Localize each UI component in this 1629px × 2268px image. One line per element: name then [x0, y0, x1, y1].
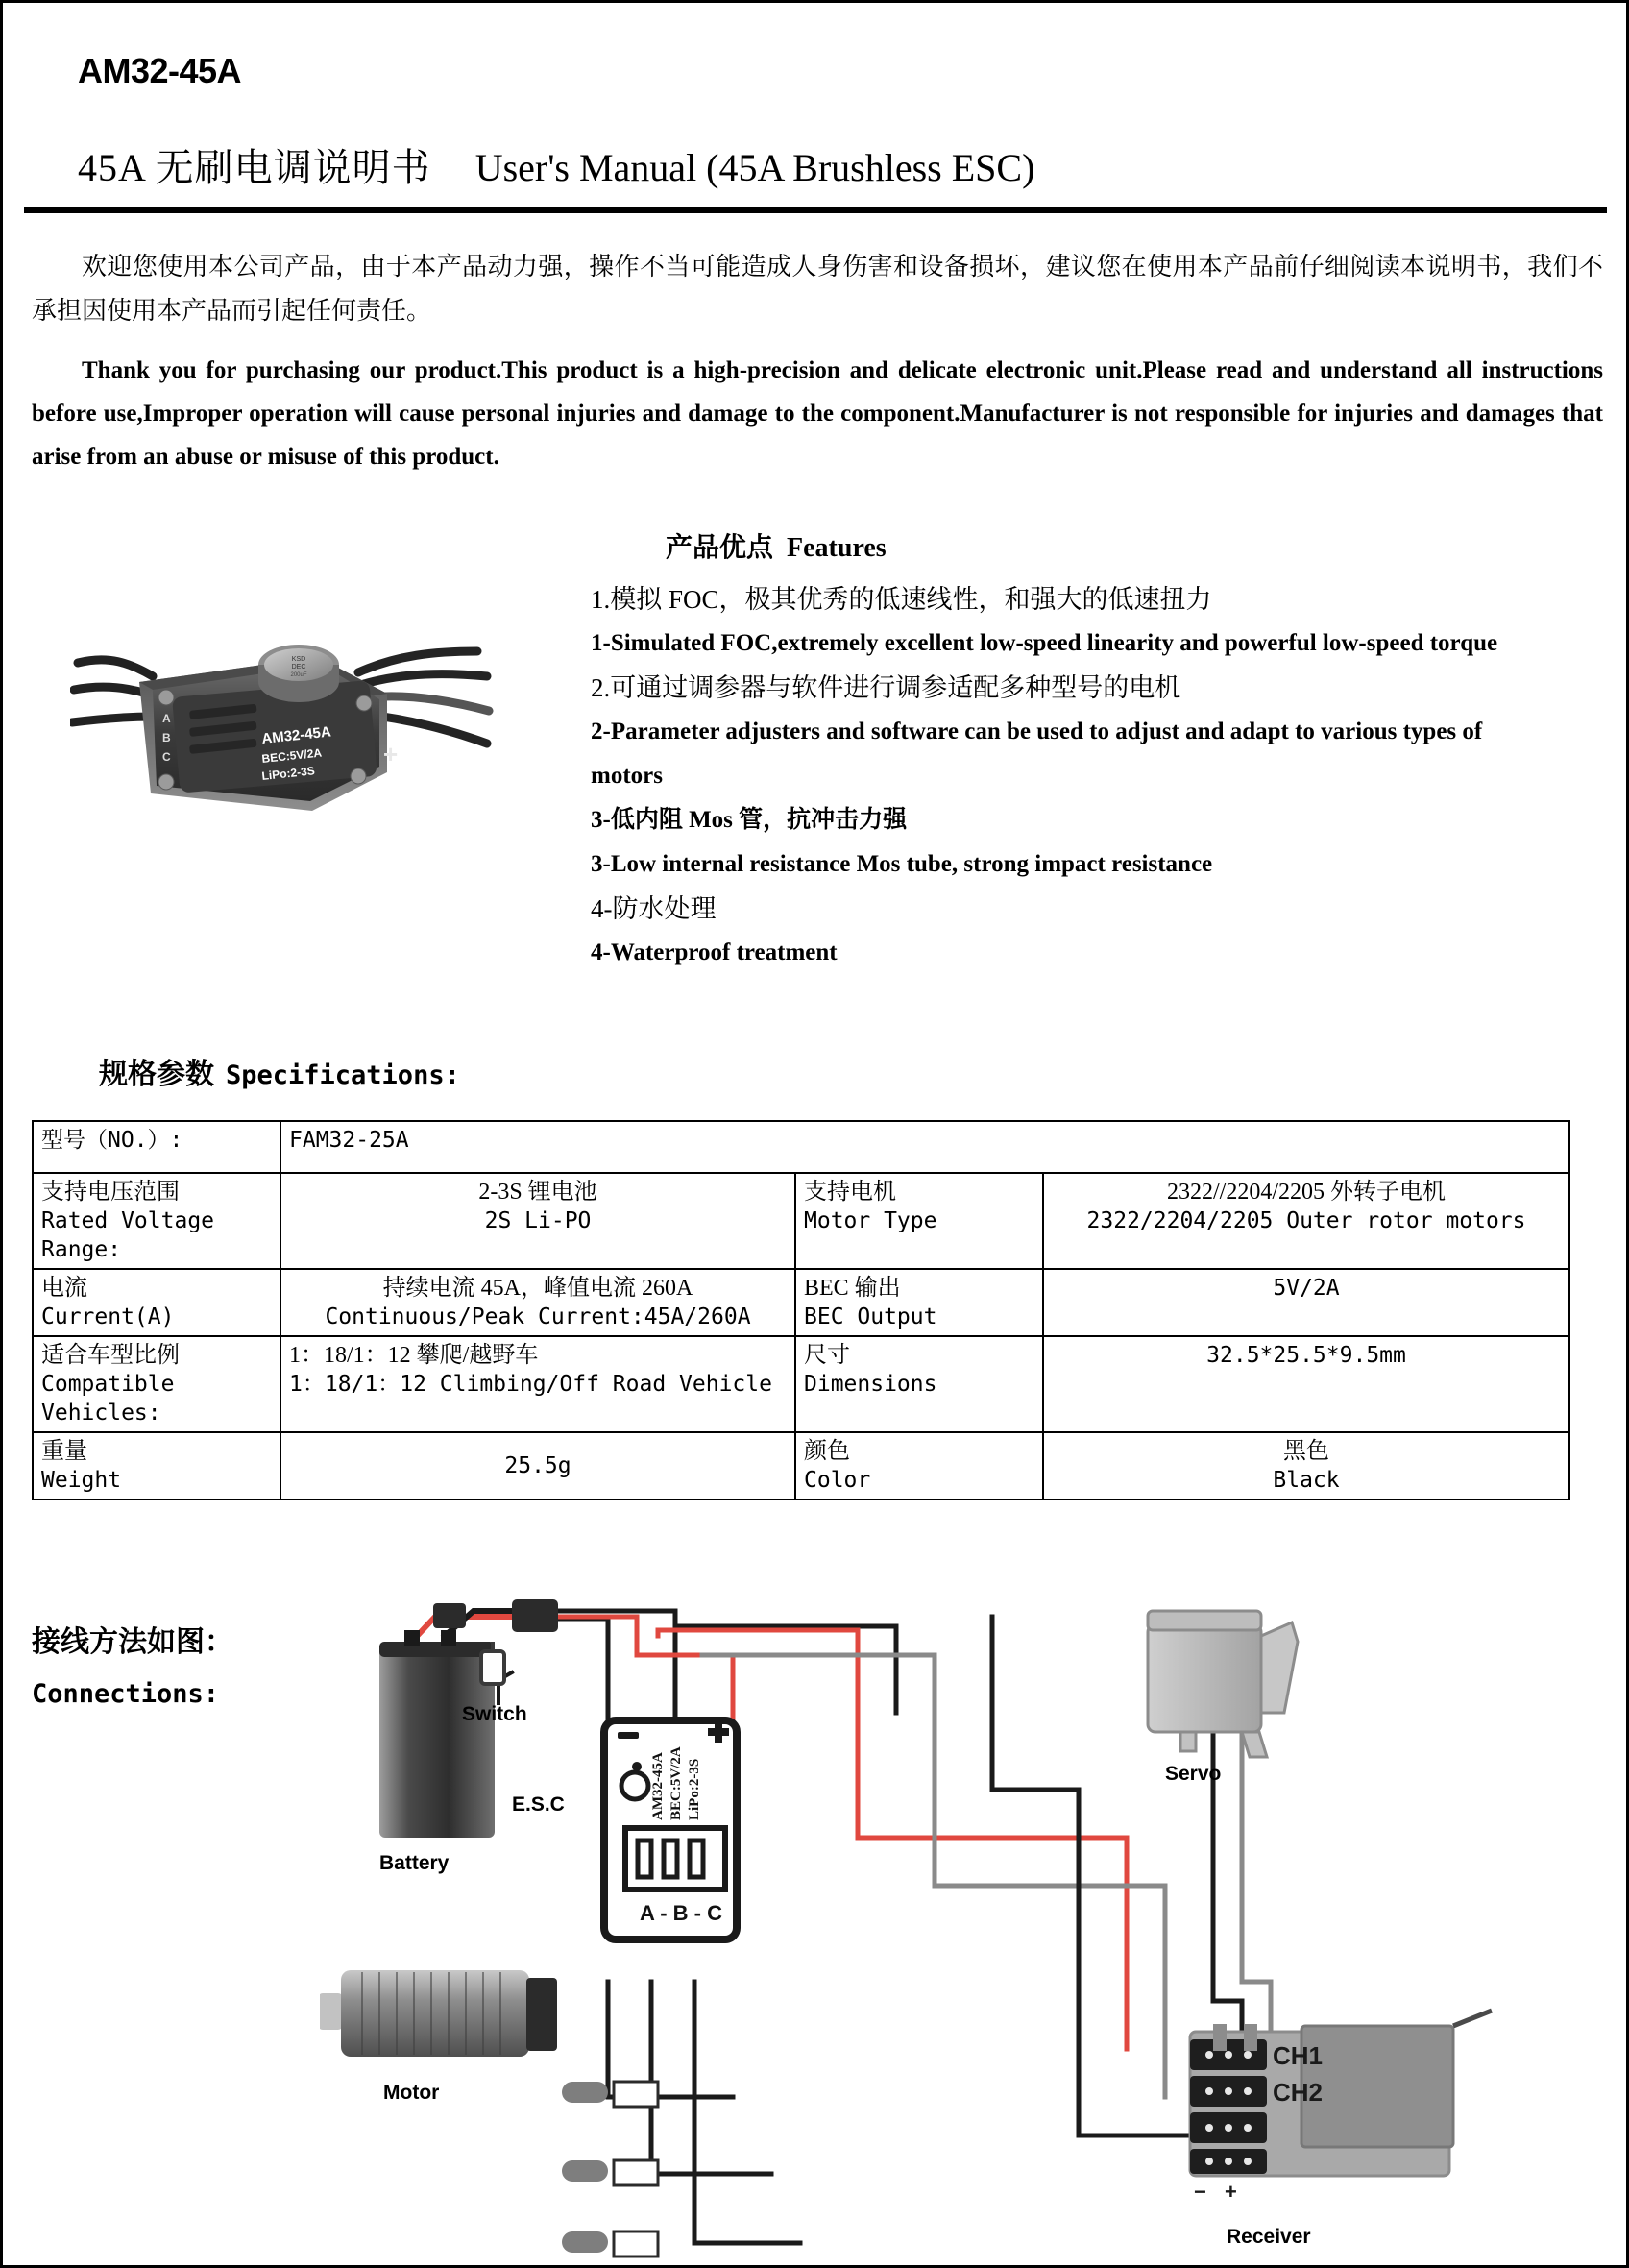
feature-item-4-cn: 4-防水处理: [591, 894, 717, 923]
servo: [1148, 1611, 1298, 1757]
intro-paragraph-en: Thank you for purchasing our product.This product is a high-precision and delicate electronic unit.Please read and understand all instructions before use,Improper operation will cause personal injuries and damage to the component.Manufacturer is not responsible for injuries and damages that arise from an abuse or misuse of this product.: [32, 357, 1603, 470]
spec-label-weight-en: Weight: [41, 1468, 122, 1493]
svg-text:KSD: KSD: [291, 656, 306, 663]
esc-phase-label: A - B - C: [640, 1901, 722, 1925]
spec-label-weight: [33, 1432, 280, 1500]
page-title-en: User's Manual (45A Brushless ESC): [474, 146, 1035, 189]
svg-text:DEC: DEC: [291, 664, 306, 671]
feature-item-1-en: 1-Simulated FOC,extremely excellent low-speed linearity and powerful low-speed torque: [591, 630, 1498, 656]
spec-label-vehicles: [33, 1336, 280, 1432]
spec-label-voltage-cn: 支持电压范围: [41, 1180, 180, 1205]
spec-value-vehicles: [280, 1336, 795, 1432]
esc-led: [632, 1762, 642, 1771]
spec-label-weight-cn: 重量: [41, 1439, 87, 1464]
svg-text:+: +: [383, 740, 399, 768]
table-row: [33, 1336, 1569, 1432]
spec-value-dimensions: [1043, 1336, 1569, 1432]
feature-item-1-cn: 1.模拟 FOC，极其优秀的低速线性，和强大的低速扭力: [591, 585, 1212, 614]
spec-value-color-cn: 黑色: [1283, 1439, 1330, 1464]
header-divider: [24, 207, 1607, 213]
spec-label-bec-cn: BEC 输出: [804, 1276, 901, 1301]
svg-text:C: C: [162, 750, 171, 764]
spec-label-motor-type-cn: 支持电机: [804, 1180, 896, 1205]
spec-label-dimensions: [795, 1336, 1043, 1432]
esc-phase-letters: [162, 712, 171, 764]
receiver-label: Receiver: [1227, 2226, 1311, 2248]
feature-item-2-en: 2-Parameter adjusters and software can be used to adjust and adapt to various types of motors: [591, 719, 1483, 789]
spec-label-vehicles-en: Compatible Vehicles:: [41, 1372, 175, 1426]
receiver: [1190, 2011, 1492, 2204]
spec-value-voltage-cn: 2-3S 锂电池: [478, 1180, 597, 1205]
svg-text:LiPo:2-3S: LiPo:2-3S: [687, 1758, 702, 1820]
diagram-wires: [406, 1611, 1271, 2243]
page-title: [78, 137, 1034, 192]
feature-item-2-cn: 2.可通过调参器与软件进行调参适配多种型号的电机: [591, 673, 1181, 702]
features-heading-cn: 产品优点: [666, 533, 774, 563]
motor-bullet-connectors: [562, 2082, 658, 2256]
specifications-table: [32, 1120, 1570, 1500]
spec-label-vehicles-cn: 适合车型比例: [41, 1343, 180, 1368]
spec-label-dimensions-en: Dimensions: [804, 1372, 937, 1397]
spec-label-model: 型号（NO.）:: [33, 1121, 280, 1173]
spec-value-weight: [280, 1432, 795, 1500]
spec-value-current-cn: 持续电流 45A，峰值电流 260A: [382, 1276, 693, 1301]
spec-label-bec-en: BEC Output: [804, 1305, 937, 1329]
spec-label-dimensions-cn: 尺寸: [804, 1343, 850, 1368]
spec-value-motor-type-cn: 2322//2204/2205 外转子电机: [1167, 1180, 1447, 1205]
spec-label-motor-type: [795, 1173, 1043, 1269]
esc-label: E.S.C: [512, 1793, 565, 1816]
svg-text:CH2: CH2: [1273, 2078, 1324, 2107]
table-row: [33, 1269, 1569, 1336]
spec-value-vehicles-en: 1：18/1：12 Climbing/Off Road Vehicle: [289, 1372, 772, 1397]
svg-text:CH1: CH1: [1273, 2041, 1324, 2070]
specifications-heading: [99, 1050, 460, 1092]
esc-diagram: [604, 1720, 737, 1939]
spec-value-bec: [1043, 1269, 1569, 1336]
features-heading: [666, 526, 887, 565]
connections-heading-cn: 接线方法如图：: [32, 1626, 233, 1658]
svg-text:B: B: [162, 731, 171, 744]
heatsink-fins: [189, 704, 257, 754]
product-photo: [70, 622, 512, 872]
feature-item-4-en: 4-Waterproof treatment: [591, 939, 838, 965]
connections-diagram: [320, 1597, 1607, 2268]
spec-value-motor-type-en: 2322/2204/2205 Outer rotor motors: [1086, 1208, 1526, 1233]
receiver-polarity-labels: [1194, 2180, 1237, 2204]
spec-value-current-en: Continuous/Peak Current:45A/260A: [325, 1305, 751, 1329]
svg-text:AM32-45A: AM32-45A: [260, 723, 332, 747]
connections-heading-en: Connections:: [32, 1679, 220, 1709]
spec-value-model: FAM32-25A: [280, 1121, 1569, 1173]
svg-text:AM32-45A: AM32-45A: [650, 1752, 666, 1820]
svg-text:+: +: [1225, 2180, 1237, 2204]
table-row: [33, 1173, 1569, 1269]
svg-text:A: A: [162, 712, 171, 725]
specifications-heading-cn: 规格参数: [99, 1059, 214, 1090]
servo-label: Servo: [1165, 1763, 1222, 1785]
spec-value-dimensions-en: 32.5*25.5*9.5mm: [1206, 1343, 1406, 1368]
svg-text:200uF: 200uF: [290, 672, 307, 678]
spec-label-voltage-en: Rated Voltage Range:: [41, 1208, 215, 1262]
battery-label: Battery: [379, 1852, 450, 1874]
motor-label: Motor: [383, 2082, 440, 2104]
esc-minus-terminal: [618, 1732, 639, 1739]
page-title-cn: 45A 无刷电调说明书: [78, 146, 431, 189]
spec-label-bec: [795, 1269, 1043, 1336]
svg-text:BEC:5V/2A: BEC:5V/2A: [260, 745, 323, 766]
svg-text:−: −: [1194, 2180, 1206, 2204]
intro-paragraph-cn: 欢迎您使用本公司产品，由于本产品动力强，操作不当可能造成人身伤害和设备损坏，建议您在使用本产品前仔细阅读本说明书，我们不承担因使用本产品而引起任何责任。: [32, 253, 1603, 325]
feature-item-3-cn: 3-低内阻 Mos 管，抗冲击力强: [591, 807, 908, 833]
receiver-ports: [1190, 2024, 1267, 2174]
table-row: [33, 1121, 1569, 1173]
spec-value-voltage: [280, 1173, 795, 1269]
spec-value-voltage-en: 2S Li-PO: [484, 1208, 592, 1233]
features-heading-en: Features: [787, 533, 887, 563]
spec-value-current: [280, 1269, 795, 1336]
spec-label-current: [33, 1269, 280, 1336]
switch-label: Switch: [462, 1703, 527, 1725]
spec-value-motor-type: [1043, 1173, 1569, 1269]
spec-label-color: [795, 1432, 1043, 1500]
spec-value-color-en: Black: [1273, 1468, 1340, 1493]
spec-label-motor-type-en: Motor Type: [804, 1208, 937, 1233]
svg-text:BEC:5V/2A: BEC:5V/2A: [669, 1746, 684, 1820]
spec-label-color-cn: 颜色: [804, 1439, 850, 1464]
spec-label-current-cn: 电流: [41, 1276, 87, 1301]
connections-heading: [32, 1617, 233, 1720]
table-row: [33, 1432, 1569, 1500]
capacitor: [258, 645, 339, 702]
features-list: [591, 577, 1609, 975]
specifications-heading-en: Specifications:: [226, 1061, 460, 1090]
spec-value-color: [1043, 1432, 1569, 1500]
battery: [379, 1630, 495, 1838]
spec-label-current-en: Current(A): [41, 1305, 175, 1329]
feature-item-3-en: 3-Low internal resistance Mos tube, strong impact resistance: [591, 851, 1213, 877]
spec-value-weight-en: 25.5g: [504, 1453, 571, 1478]
spec-label-voltage: [33, 1173, 280, 1269]
spec-label-color-en: Color: [804, 1468, 871, 1493]
spec-value-bec-en: 5V/2A: [1273, 1276, 1340, 1301]
spec-value-vehicles-cn: 1：18/1：12 攀爬/越野车: [289, 1343, 539, 1368]
page-model-code: AM32-45A: [78, 51, 242, 90]
svg-text:LiPo:2-3S: LiPo:2-3S: [260, 764, 316, 783]
